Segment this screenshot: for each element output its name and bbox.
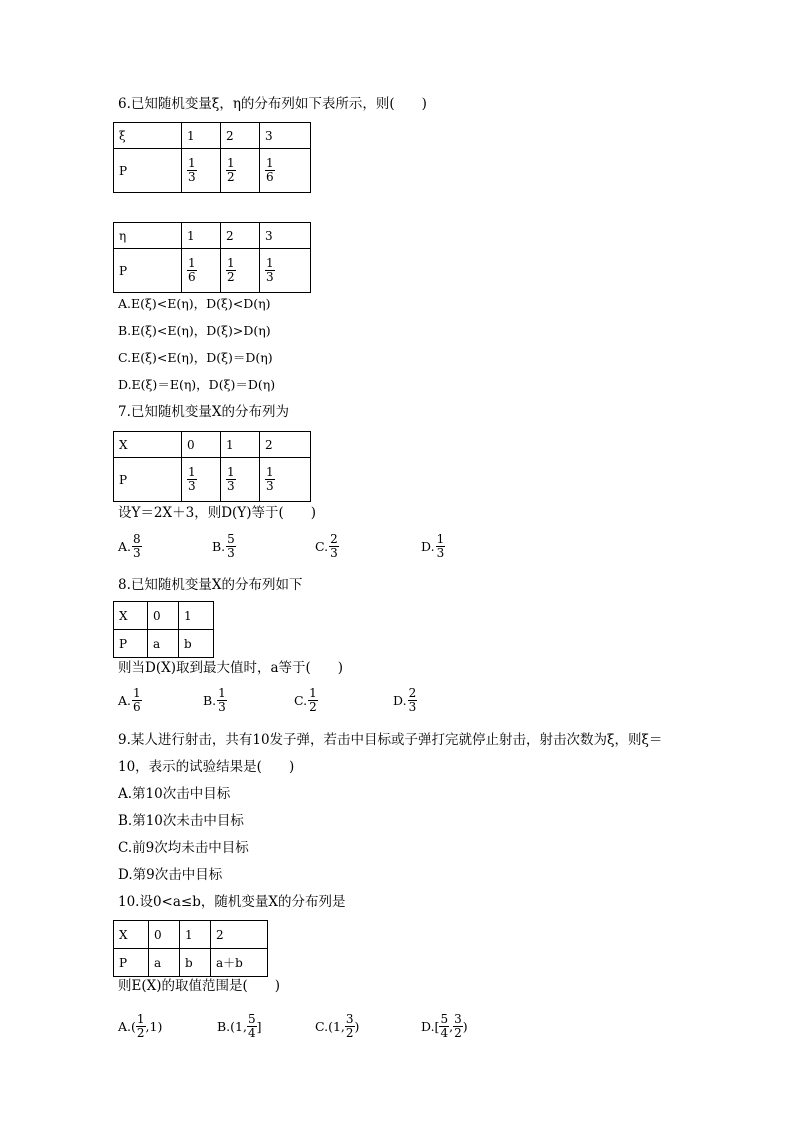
table-cell: 3 — [260, 123, 311, 149]
q7-option-b: B. $\frac{5}{3}$ — [212, 532, 235, 560]
q7-table — [113, 431, 311, 502]
table-cell: a＋b — [211, 949, 268, 977]
table-cell: P — [114, 149, 182, 193]
q10-sub: 则E(X)的取值范围是( ) — [118, 978, 281, 994]
table-cell: 1 — [179, 602, 214, 630]
q10-stem: 10.设0<a≤b，随机变量X的分布列是 — [118, 894, 346, 910]
table-cell: 2 — [260, 432, 311, 458]
q8-option-d: D. $\frac{2}{3}$ — [393, 686, 417, 714]
q10-option-b: B.(1, $\frac{5}{4}$ ] — [217, 1012, 262, 1040]
q10-option-d: D.[ $\frac{5}{4}$ , $\frac{3}{2}$ ) — [421, 1012, 468, 1040]
q9-stem-line2: 10，表示的试验结果是( ) — [118, 759, 295, 775]
table-cell: a — [149, 949, 180, 977]
q6-stem: 6.已知随机变量ξ，η的分布列如下表所示，则( ) — [118, 96, 427, 112]
q8-sub: 则当D(X)取到最大值时，a等于( ) — [118, 660, 344, 676]
table-cell: η — [114, 223, 182, 249]
table-cell: P — [114, 249, 182, 293]
q8-option-b: B. $\frac{1}{3}$ — [203, 686, 226, 714]
table-cell: 2 — [211, 921, 268, 949]
table-cell: 0 — [148, 602, 179, 630]
table-cell: 1 — [182, 223, 221, 249]
table-cell: $\frac{1}{6}$ — [260, 149, 311, 193]
table-cell: P — [114, 458, 182, 502]
table-cell: 1 — [221, 432, 260, 458]
table-cell: ξ — [114, 123, 182, 149]
q10-option-c: C.(1, $\frac{3}{2}$ ) — [315, 1012, 360, 1040]
q6-option-a: A.E(ξ)<E(η)，D(ξ)<D(η) — [118, 296, 271, 311]
q7-option-a: A. $\frac{8}{3}$ — [118, 532, 141, 560]
table-cell: b — [179, 630, 214, 658]
table-cell: $\frac{1}{3}$ — [260, 458, 311, 502]
table-cell: 2 — [221, 123, 260, 149]
q7-option-d: D. $\frac{1}{3}$ — [421, 532, 445, 560]
q9-option-a: A.第10次击中目标 — [118, 786, 231, 802]
q7-sub: 设Y＝2X＋3，则D(Y)等于( ) — [118, 505, 317, 521]
table-cell: $\frac{1}{2}$ — [221, 149, 260, 193]
table-cell: X — [114, 602, 148, 630]
q7-stem: 7.已知随机变量X的分布列为 — [118, 404, 289, 420]
table-cell: 0 — [182, 432, 221, 458]
table-cell: b — [180, 949, 211, 977]
q9-option-d: D.第9次击中目标 — [118, 867, 223, 883]
table-cell: $\frac{1}{6}$ — [182, 249, 221, 293]
table-cell: X — [114, 921, 149, 949]
q10-option-a: A.( $\frac{1}{2}$ ,1) — [118, 1012, 163, 1040]
table-cell: P — [114, 949, 149, 977]
table-cell: $\frac{1}{3}$ — [182, 458, 221, 502]
table-cell: $\frac{1}{2}$ — [221, 249, 260, 293]
q10-table — [113, 920, 268, 977]
table-cell: a — [148, 630, 179, 658]
q6-option-d: D.E(ξ)＝E(η)，D(ξ)＝D(η) — [118, 377, 276, 392]
q9-option-c: C.前9次均未击中目标 — [118, 840, 249, 856]
table-cell: 2 — [221, 223, 260, 249]
q8-table — [113, 601, 214, 658]
q9-stem-line1: 9.某人进行射击，共有10发子弹，若击中目标或子弹打完就停止射击，射击次数为ξ，则ξ＝ — [118, 732, 663, 748]
table-cell: $\frac{1}{3}$ — [221, 458, 260, 502]
q6-option-b: B.E(ξ)<E(η)，D(ξ)>D(η) — [118, 323, 271, 338]
table-cell: $\frac{1}{3}$ — [182, 149, 221, 193]
table-cell: 0 — [149, 921, 180, 949]
q6-eta-table — [113, 222, 311, 293]
q6-option-c: C.E(ξ)<E(η)，D(ξ)＝D(η) — [118, 350, 273, 365]
q6-xi-table — [113, 122, 311, 193]
table-cell: $\frac{1}{3}$ — [260, 249, 311, 293]
q8-option-c: C. $\frac{1}{2}$ — [294, 686, 317, 714]
table-cell: 1 — [182, 123, 221, 149]
q9-option-b: B.第10次未击中目标 — [118, 813, 244, 829]
table-cell: 3 — [260, 223, 311, 249]
table-cell: X — [114, 432, 182, 458]
table-cell: P — [114, 630, 148, 658]
q8-stem: 8.已知随机变量X的分布列如下 — [118, 577, 303, 593]
q8-option-a: A. $\frac{1}{6}$ — [118, 686, 141, 714]
table-cell: 1 — [180, 921, 211, 949]
q7-option-c: C. $\frac{2}{3}$ — [315, 532, 338, 560]
